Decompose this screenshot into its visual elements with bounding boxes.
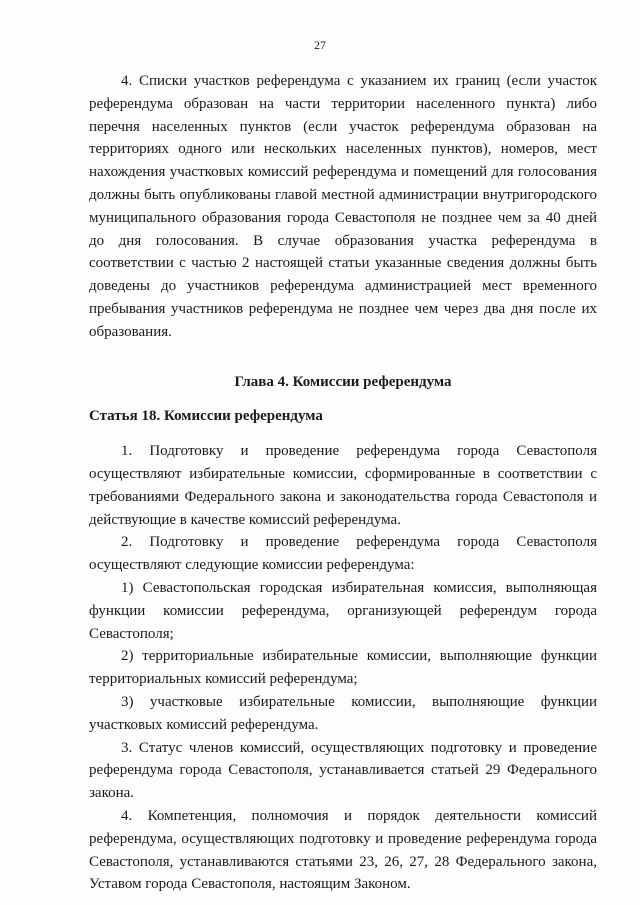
article-paragraph-3: 3. Статус членов комиссий, осуществляющих подготовку и проведение референдума города Севастополя, устанавливается статьей 29 Федерального закона.	[89, 739, 597, 802]
document-body	[89, 70, 597, 896]
article-list-item-3: 3) участковые избирательные комиссии, выполняющие функции участковых комиссий референдума.	[89, 693, 597, 733]
article-paragraph-1: 1. Подготовку и проведение референдума города Севастополя осуществляют избирательные комиссии, сформированные в соответствии с требованиями Федерального закона и законодательства города Севастополя и действующие в качестве комиссий референдума.	[89, 443, 597, 528]
paragraph-list-publication: 4. Списки участков референдума с указанием их границ (если участок референдума образован на части территории населенного пункта) либо перечня населенных пунктов (если участок референдума образован на территориях одного или нескольких населенных пунктов), номеров, мест нахождения участковых комиссий референдума и помещений для голосования должны быть опубликованы главой местной администрации внутригородского муниципального образования города Севастополя не позднее чем за 40 дней до дня голосования. В случае образования участка референдума в соответствии с частью 2 настоящей статьи указанные сведения должны быть доведены до участников референдума администрацией мест временного пребывания участников референдума не позднее чем через два дня после их образования.	[89, 73, 597, 340]
article-list-item-2: 2) территориальные избирательные комиссии, выполняющие функции территориальных комиссий референдума;	[89, 648, 597, 688]
article-list-item-1: 1) Севастопольская городская избирательная комиссия, выполняющая функции комиссии референдума, организующей референдум города Севастополя;	[89, 579, 597, 642]
article-paragraph-2: 2. Подготовку и проведение референдума города Севастополя осуществляют следующие комиссии референдума:	[89, 534, 597, 574]
chapter-heading: Глава 4. Комиссии референдума	[234, 373, 452, 390]
article-heading: Статья 18. Комиссии референдума	[89, 408, 323, 425]
page-number: 27	[314, 38, 326, 52]
article-paragraph-4: 4. Компетенция, полномочия и порядок деятельности комиссий референдума, осуществляющих подготовку и проведение референдума города Севастополя, устанавливаются статьями 23, 26, 27, 28 Федерального закона, Уставом города Севастополя, настоящим Законом.	[89, 807, 597, 893]
